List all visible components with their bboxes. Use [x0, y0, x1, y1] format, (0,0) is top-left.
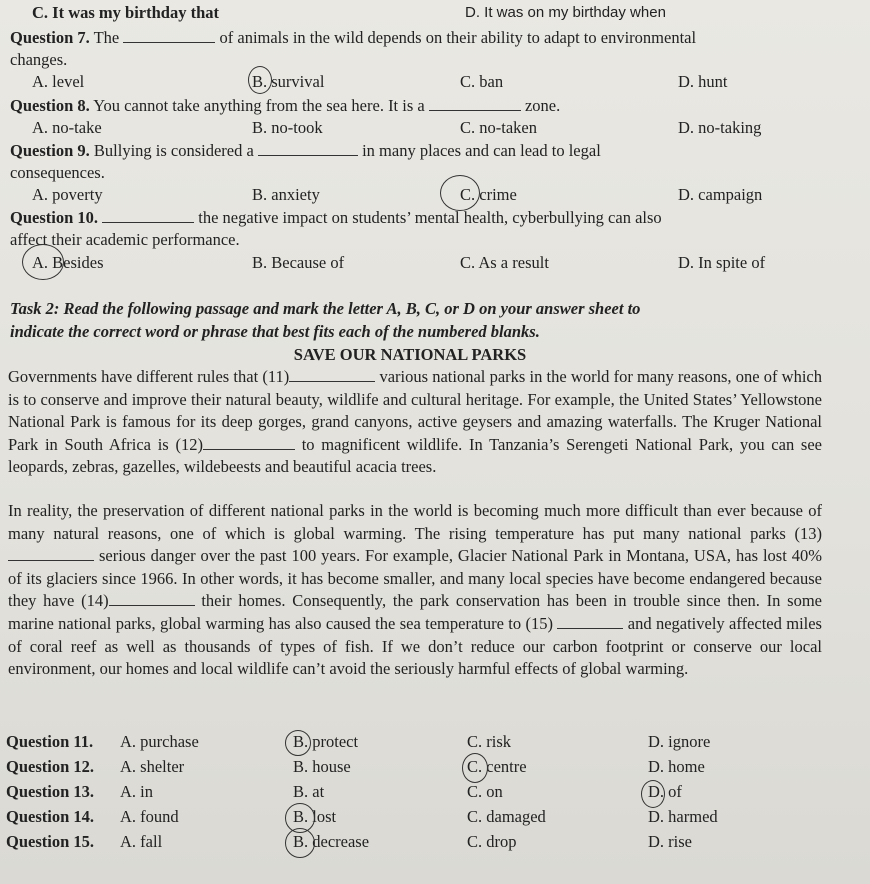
- question-8-text-a: You cannot take anything from the sea here. It is a: [93, 96, 425, 115]
- q10-option-a[interactable]: A. Besides: [32, 253, 104, 272]
- q9-option-b[interactable]: B. anxiety: [252, 185, 320, 204]
- passage-p1-text-a: Governments have different rules that (11): [8, 367, 290, 386]
- q15-option-a[interactable]: A. fall: [120, 832, 163, 851]
- q11-option-a[interactable]: A. purchase: [120, 732, 199, 751]
- q14-option-a[interactable]: A. found: [120, 807, 179, 826]
- passage-p1-text-c: to magnificent wildlife. In Tanzania’s Serengeti National Park, you can see leopards, zebras, gazelles, wildebeests and beautiful acacia trees.: [8, 434, 823, 477]
- question-7-text-b: of animals in the wild depends on their ability to adapt to environmental: [219, 28, 697, 47]
- q12-option-c[interactable]: C. centre: [467, 757, 527, 776]
- q12-option-b[interactable]: B. house: [293, 757, 351, 776]
- q13-option-b[interactable]: B. at: [293, 782, 325, 801]
- passage-p2-text-c: their homes. Consequently, the park conservation has been in trouble since then. In some marine national parks, global warming has also caused the sea temperature to (15): [8, 591, 822, 633]
- q11-option-c[interactable]: C. risk: [467, 732, 512, 751]
- prev-option-c: C. It was my birthday that: [32, 3, 220, 22]
- passage-title: SAVE OUR NATIONAL PARKS: [293, 345, 527, 364]
- passage-paragraph-2: [8, 500, 822, 681]
- question-10-label: Question 10.: [10, 208, 99, 227]
- question-7-text-c: changes.: [10, 50, 68, 69]
- q7-option-a[interactable]: A. level: [32, 72, 85, 91]
- q9-option-c[interactable]: C. crime: [460, 185, 517, 204]
- q13-option-a[interactable]: A. in: [120, 782, 153, 801]
- q12-option-a[interactable]: A. shelter: [120, 757, 185, 776]
- q9-option-d[interactable]: D. campaign: [678, 185, 763, 204]
- task-2-instruction-line-2: indicate the correct word or phrase that best fits each of the numbered blanks.: [10, 322, 540, 341]
- q7-option-b[interactable]: B. survival: [252, 72, 325, 91]
- question-10: [10, 207, 860, 230]
- question-9: [10, 140, 860, 163]
- prev-option-d: D. It was on my birthday when: [465, 4, 666, 21]
- question-7-label: Question 7.: [10, 28, 90, 47]
- q10-option-b[interactable]: B. Because of: [252, 253, 345, 272]
- q14-option-b[interactable]: B. lost: [293, 807, 337, 826]
- question-15-label: Question 15.: [6, 832, 95, 851]
- q14-option-c[interactable]: C. damaged: [467, 807, 546, 826]
- question-12-label: Question 12.: [6, 757, 95, 776]
- blank-15[interactable]: [557, 614, 623, 629]
- question-8-text-b: zone.: [524, 96, 561, 115]
- question-7: [10, 27, 860, 50]
- question-9-text-b: in many places and can lead to legal: [362, 141, 601, 160]
- q15-option-b[interactable]: B. decrease: [293, 832, 370, 851]
- blank-11[interactable]: [289, 367, 375, 382]
- q9-option-a[interactable]: A. poverty: [32, 185, 103, 204]
- question-10-text-b: the negative impact on students’ mental health, cyberbullying can also: [198, 208, 662, 227]
- q15-option-c[interactable]: C. drop: [467, 832, 517, 851]
- q8-option-b[interactable]: B. no-took: [252, 118, 323, 137]
- question-7-blank[interactable]: [123, 28, 215, 43]
- question-8: [10, 95, 860, 118]
- question-9-label: Question 9.: [10, 141, 90, 160]
- blank-12[interactable]: [203, 435, 295, 450]
- question-10-text-c: affect their academic performance.: [10, 230, 240, 249]
- q8-option-d[interactable]: D. no-taking: [678, 118, 762, 137]
- q10-option-d[interactable]: D. In spite of: [678, 253, 766, 272]
- passage-p1-text-b: various national parks in the world for many reasons, one of which is to conserve and improve their natural beauty, wildlife and cultural heritage. For example, the United States’ Yellowstone National Park is famous for its deep gorges, grand canyons, active geysers and amazing waterfalls. The Kruger National Park in South Africa is (12): [8, 367, 822, 454]
- q10-option-c[interactable]: C. As a result: [460, 253, 549, 272]
- q8-option-a[interactable]: A. no-take: [32, 118, 102, 137]
- question-7-text-a: The: [93, 28, 120, 47]
- question-10-blank[interactable]: [102, 208, 194, 223]
- q11-option-d[interactable]: D. ignore: [648, 732, 711, 751]
- passage-p2-text-a: In reality, the preservation of different national parks in the world is becoming much more difficult than ever because of many natural reasons, one of which is global warming. The rising temperature has put many national parks (13): [8, 501, 822, 543]
- question-11-label: Question 11.: [6, 732, 94, 751]
- passage-p2-text-d: and negatively affected miles of coral reef as well as thousands of types of fish. If we don’t reduce our carbon footprint or conserve our local environment, our homes and local wildlife can’t avoid the seriously harmful effects of global warming.: [8, 613, 822, 679]
- question-9-text-c: consequences.: [10, 163, 105, 182]
- question-8-blank[interactable]: [429, 96, 521, 111]
- question-14-label: Question 14.: [6, 807, 95, 826]
- q14-option-d[interactable]: D. harmed: [648, 807, 718, 826]
- q12-option-d[interactable]: D. home: [648, 757, 705, 776]
- question-9-blank[interactable]: [258, 141, 358, 156]
- question-9-text-a: Bullying is considered a: [93, 141, 254, 160]
- q15-option-d[interactable]: D. rise: [648, 832, 692, 851]
- q7-option-d[interactable]: D. hunt: [678, 72, 728, 91]
- q13-option-c[interactable]: C. on: [467, 782, 503, 801]
- question-8-label: Question 8.: [10, 96, 90, 115]
- blank-13[interactable]: [8, 546, 94, 561]
- task-2-instruction-line-1: Task 2: Read the following passage and mark the letter A, B, C, or D on your answer sheet to: [10, 299, 641, 318]
- q11-option-b[interactable]: B. protect: [293, 732, 359, 751]
- q8-option-c[interactable]: C. no-taken: [460, 118, 537, 137]
- passage-paragraph-1: [8, 366, 822, 479]
- question-13-label: Question 13.: [6, 782, 95, 801]
- q13-option-d[interactable]: D. of: [648, 782, 682, 801]
- passage-p2-text-b: serious danger over the past 100 years. For example, Glacier National Park in Montana, USA, has lost 40% of its glaciers since 1966. In other words, it has become smaller, and many local species have become endangered because they have (14): [8, 546, 823, 611]
- blank-14[interactable]: [109, 591, 195, 606]
- q7-option-c[interactable]: C. ban: [460, 72, 504, 91]
